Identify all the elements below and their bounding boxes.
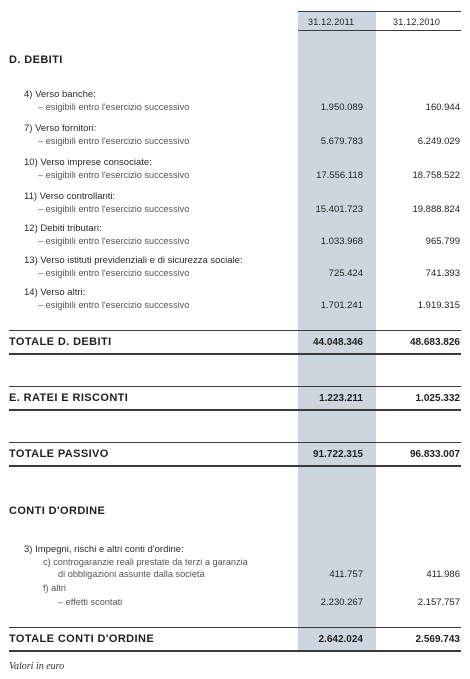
passivo-top-rule	[9, 442, 461, 443]
item-previdenziali-2011: 725.424	[328, 268, 363, 279]
item-fornitori-sub: – esigibili entro l'esercizio successivo	[38, 136, 190, 146]
item-banche-sub: – esigibili entro l'esercizio successivo	[38, 102, 190, 112]
debiti-total-top-rule	[9, 330, 461, 331]
conti-c-2011: 411.757	[329, 569, 363, 580]
debiti-total-2011: 44.048.346	[312, 337, 363, 348]
conti-f-2011: 2.230.267	[320, 597, 363, 608]
conti-total-2010: 2.569.743	[415, 634, 460, 645]
conti-total-bottom-rule	[9, 650, 461, 652]
header-2011: 31.12.2011	[308, 17, 355, 27]
footnote: Valori in euro	[9, 661, 65, 672]
ratei-label: E. RATEI E RISCONTI	[9, 392, 129, 404]
item-altri-label: 14) Verso altri:	[24, 287, 86, 298]
conti-item3-label: 3) Impegni, rischi e altri conti d'ordine:	[24, 544, 184, 555]
header-bottom-rule	[298, 30, 461, 31]
ratei-top-rule	[9, 386, 461, 387]
debiti-total-2010: 48.683.826	[409, 337, 460, 348]
item-previdenziali-sub: – esigibili entro l'esercizio successivo	[38, 268, 190, 278]
section-debiti-title: D. DEBITI	[9, 54, 63, 66]
item-consociate-sub: – esigibili entro l'esercizio successivo	[38, 170, 190, 180]
passivo-total-label: TOTALE PASSIVO	[9, 448, 109, 460]
conti-total-2011: 2.642.024	[318, 634, 363, 645]
ratei-bottom-rule	[9, 409, 461, 411]
item-banche-2010: 160.944	[425, 102, 460, 113]
conti-c-line1: c) controgaranzie reali prestate da terzi a garanzia	[43, 557, 248, 567]
item-consociate-2011: 17.556.118	[316, 170, 363, 181]
item-consociate-label: 10) Verso imprese consociate:	[24, 157, 152, 168]
item-controllanti-sub: – esigibili entro l'esercizio successivo	[38, 204, 190, 214]
conti-f-label: f) altri	[43, 583, 66, 593]
item-tributari-2010: 965.799	[425, 236, 460, 247]
header-top-rule	[298, 11, 461, 12]
conti-f-sub: – effetti scontati	[58, 597, 123, 607]
passivo-total-2010: 96.833.007	[409, 449, 460, 460]
header-2010: 31.12.2010	[393, 17, 441, 27]
conti-total-label: TOTALE CONTI D'ORDINE	[9, 633, 155, 645]
conti-c-2010: 411.986	[426, 569, 460, 580]
item-altri-sub: – esigibili entro l'esercizio successivo	[38, 300, 190, 310]
debiti-total-label: TOTALE D. DEBITI	[9, 336, 112, 348]
item-fornitori-2011: 5.679.783	[320, 136, 363, 147]
ratei-2010: 1.025.332	[415, 393, 460, 404]
conti-c-line2: di obbligazioni assunte dalla società	[58, 569, 205, 579]
item-altri-2010: 1.919.315	[417, 300, 460, 311]
debiti-total-bottom-rule	[9, 353, 461, 355]
item-banche-label: 4) Verso banche:	[24, 89, 96, 100]
item-consociate-2010: 18.758.522	[412, 170, 460, 181]
conti-total-top-rule	[9, 627, 461, 628]
item-fornitori-label: 7) Verso fornitori:	[24, 123, 97, 134]
section-conti-title: CONTI D'ORDINE	[9, 505, 106, 517]
item-tributari-sub: – esigibili entro l'esercizio successivo	[38, 236, 190, 246]
ratei-2011: 1.223.211	[319, 393, 363, 404]
passivo-bottom-rule	[9, 465, 461, 467]
item-tributari-label: 12) Debiti tributari:	[24, 223, 102, 234]
passivo-total-2011: 91.722.315	[312, 449, 363, 460]
item-tributari-2011: 1.033.968	[320, 236, 363, 247]
item-previdenziali-2010: 741.393	[425, 268, 460, 279]
item-previdenziali-label: 13) Verso istituti previdenziali e di sicurezza sociale:	[24, 255, 243, 266]
item-controllanti-2011: 15.401.723	[315, 204, 363, 215]
item-fornitori-2010: 6.249.029	[417, 136, 460, 147]
item-controllanti-label: 11) Verso controllanti:	[24, 191, 116, 202]
conti-f-2010: 2.157.757	[417, 597, 460, 608]
item-banche-2011: 1.950.089	[320, 102, 363, 113]
item-controllanti-2010: 19.888.824	[412, 204, 460, 215]
item-altri-2011: 1.701.241	[320, 300, 363, 311]
